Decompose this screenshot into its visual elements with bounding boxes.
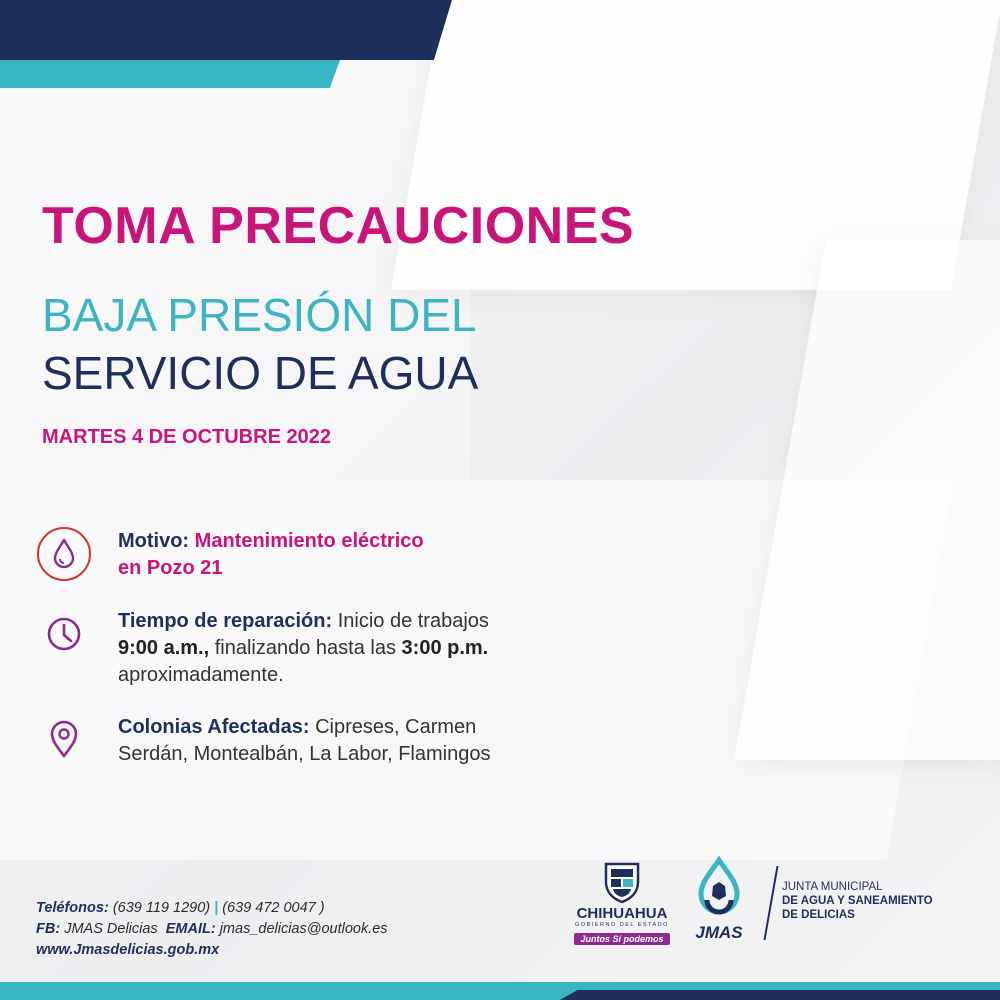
chihuahua-government-logo	[570, 860, 674, 952]
chihuahua-government: GOBIERNO DEL ESTADO	[575, 922, 669, 928]
neighborhoods-list-line1: Cipreses, Carmen	[315, 716, 477, 738]
headline: TOMA PRECAUCIONES	[42, 197, 635, 255]
jmas-drop-icon	[689, 856, 749, 922]
email-link[interactable]: jmas_delicias@outlook.es	[219, 921, 388, 937]
facebook-link[interactable]: JMAS Delicias	[64, 921, 158, 937]
email-label: EMAIL:	[165, 921, 216, 937]
jmas-full-name	[782, 880, 933, 922]
reason-label: Motivo:	[118, 530, 190, 552]
repair-start-text: Inicio de trabajos	[337, 610, 489, 632]
repair-approx-text: aproximadamente.	[118, 664, 284, 686]
facebook-label: FB:	[36, 921, 61, 937]
jmas-name-line1: JUNTA MUNICIPAL	[782, 881, 883, 893]
contact-info	[36, 898, 388, 961]
notice-date: MARTES 4 DE OCTUBRE 2022	[42, 426, 331, 448]
location-pin-icon	[36, 714, 92, 770]
phones-label: Teléfonos:	[36, 900, 109, 916]
phone-number[interactable]: (639 472 0047 )	[222, 900, 325, 916]
reason-value-line2: en Pozo 21	[118, 557, 223, 579]
repair-end-text: finalizando hasta las	[214, 637, 396, 659]
jmas-logo	[686, 856, 752, 946]
top-navy-stripe	[0, 0, 452, 60]
repair-time-label: Tiempo de reparación:	[118, 610, 333, 632]
jmas-name-line2: DE AGUA Y SANEAMIENTO	[782, 895, 933, 907]
chihuahua-name: CHIHUAHUA	[576, 905, 668, 922]
website-link[interactable]: www.Jmasdelicias.gob.mx	[36, 942, 220, 958]
reason-value: Mantenimiento eléctrico	[194, 530, 424, 552]
state-shield-icon	[602, 860, 642, 904]
jmas-name-line3: DE DELICIAS	[782, 909, 855, 921]
jmas-short-name: JMAS	[695, 923, 743, 942]
phone-separator: |	[214, 900, 219, 916]
neighborhoods-list-line2: Serdán, Montealbán, La Labor, Flamingos	[118, 743, 491, 765]
subtitle-line1: BAJA PRESIÓN DEL	[42, 289, 477, 341]
water-drop-icon	[36, 526, 92, 582]
neighborhoods-label: Colonias Afectadas:	[118, 716, 310, 738]
clock-icon	[36, 608, 92, 664]
repair-start-time: 9:00 a.m.,	[118, 637, 210, 659]
top-teal-stripe	[0, 60, 340, 88]
repair-end-time: 3:00 p.m.	[401, 637, 489, 659]
phone-number[interactable]: (639 119 1290)	[112, 900, 211, 916]
chihuahua-slogan: Juntos Sí podemos	[574, 933, 669, 945]
bottom-navy-stripe	[560, 990, 1000, 1000]
subtitle-line2: SERVICIO DE AGUA	[42, 347, 479, 399]
